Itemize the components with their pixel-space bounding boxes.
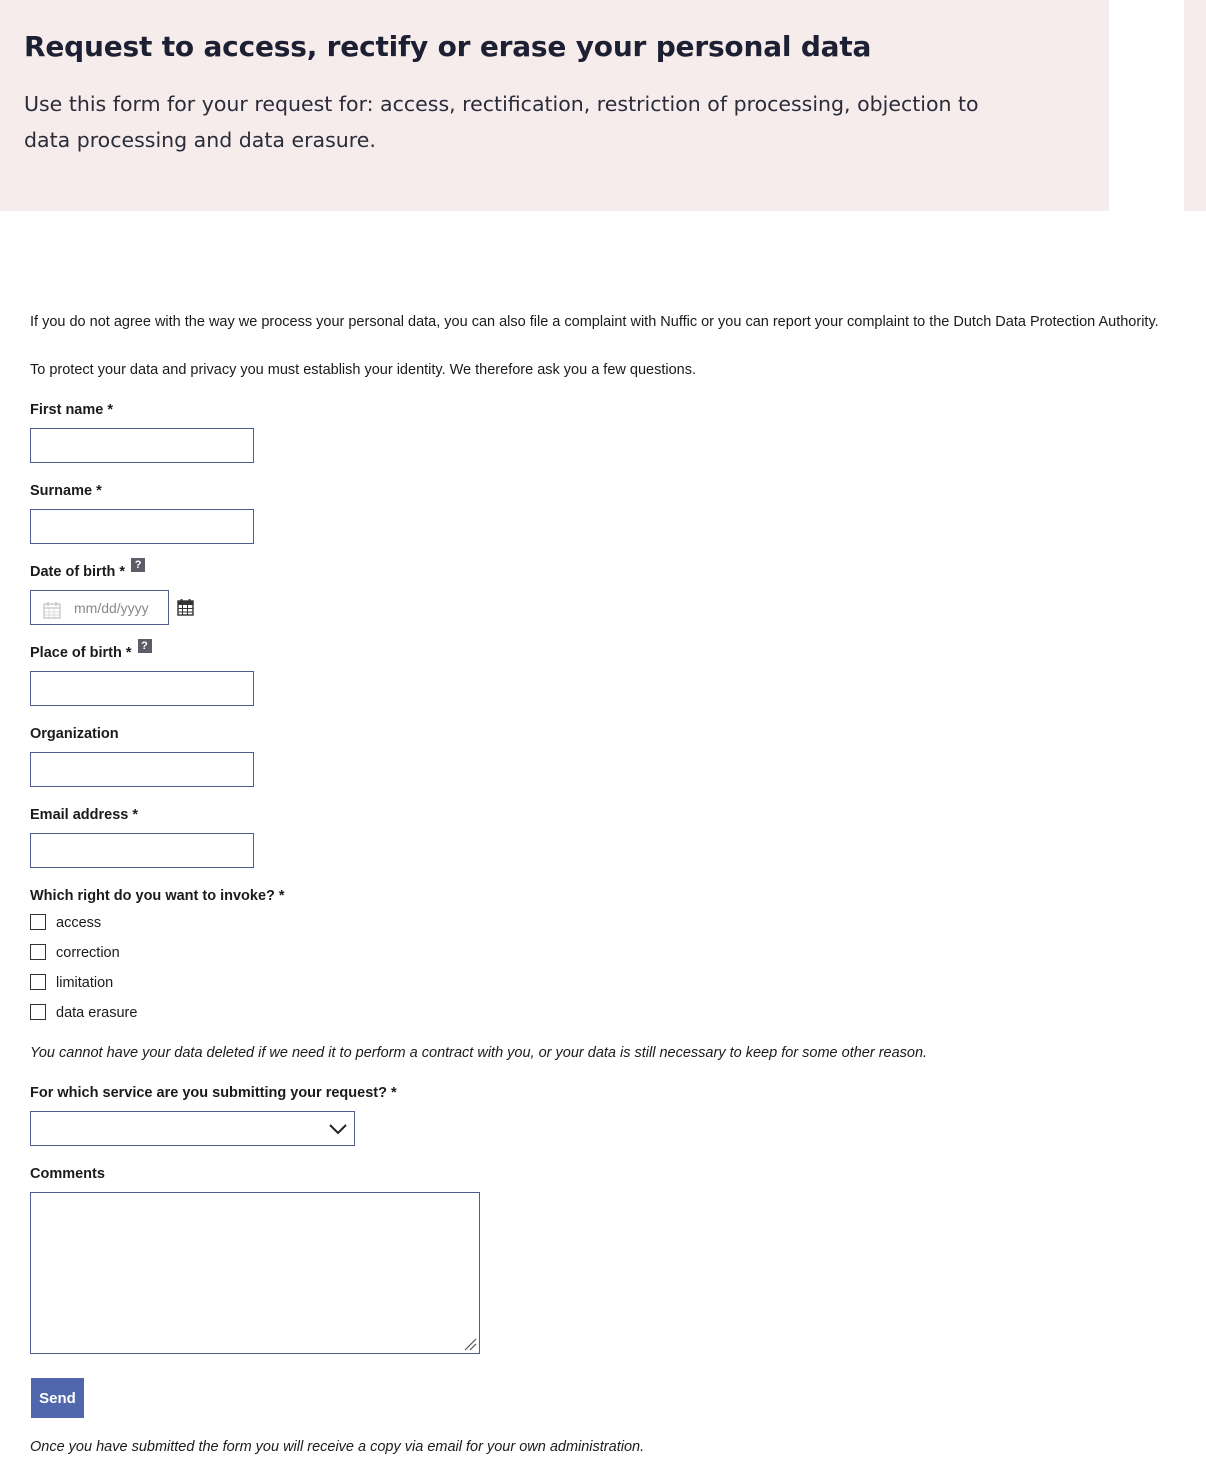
send-button[interactable]: Send: [31, 1378, 84, 1418]
place-of-birth-label: Place of birth *: [30, 645, 132, 661]
organization-input[interactable]: [30, 752, 254, 787]
first-name-label: First name *: [30, 402, 113, 418]
access-checkbox[interactable]: [30, 914, 46, 930]
complaint-text: If you do not agree with the way we process your personal data, you can also file a complaint with Nuffic or you can report your complaint to the Dutch Data Protection Authority.: [30, 314, 1159, 330]
place-of-birth-input[interactable]: [30, 671, 254, 706]
surname-input[interactable]: [30, 509, 254, 544]
service-select[interactable]: [30, 1111, 355, 1146]
surname-label: Surname *: [30, 483, 102, 499]
footer-note: Once you have submitted the form you will receive a copy via email for your own administration.: [30, 1439, 645, 1455]
limitation-checkbox[interactable]: [30, 974, 46, 990]
place-of-birth-label-row: [30, 640, 152, 661]
limitation-checkbox-label[interactable]: limitation: [56, 975, 114, 991]
email-label: Email address *: [30, 807, 138, 823]
page-title: Request to access, rectify or erase your personal data: [24, 30, 872, 63]
page-header: [0, 0, 1109, 211]
first-name-input[interactable]: [30, 428, 254, 463]
page-intro: Use this form for your request for: access, rectification, restriction of processing, objection to data processing and data erasure.: [24, 92, 979, 152]
date-placeholder: mm/dd/yyyy: [74, 600, 149, 616]
erasure-note: You cannot have your data deleted if we need it to perform a contract with you, or your data is still necessary to keep for some other reason.: [30, 1045, 928, 1061]
resize-grip-icon[interactable]: [463, 1337, 477, 1351]
help-icon[interactable]: ?: [131, 558, 145, 572]
rights-label: Which right do you want to invoke? *: [30, 888, 285, 904]
correction-checkbox[interactable]: [30, 944, 46, 960]
correction-checkbox-label[interactable]: correction: [56, 945, 120, 961]
service-label: For which service are you submitting your request? *: [30, 1085, 397, 1101]
email-input[interactable]: [30, 833, 254, 868]
data-erasure-checkbox-label[interactable]: data erasure: [56, 1005, 138, 1021]
calendar-icon[interactable]: [177, 598, 194, 616]
organization-label: Organization: [30, 726, 119, 742]
calendar-icon: [43, 601, 61, 619]
help-icon[interactable]: ?: [138, 639, 152, 653]
date-of-birth-label-row: [30, 559, 145, 580]
identity-text: To protect your data and privacy you must establish your identity. We therefore ask you a few questions.: [30, 362, 697, 378]
date-of-birth-label: Date of birth *: [30, 564, 126, 580]
comments-textarea[interactable]: [30, 1192, 480, 1354]
data-erasure-checkbox[interactable]: [30, 1004, 46, 1020]
header-side-strip: [1184, 0, 1206, 211]
access-checkbox-label[interactable]: access: [56, 915, 102, 931]
comments-label: Comments: [30, 1166, 105, 1182]
chevron-down-icon: [328, 1121, 348, 1137]
date-of-birth-input[interactable]: [30, 590, 169, 625]
